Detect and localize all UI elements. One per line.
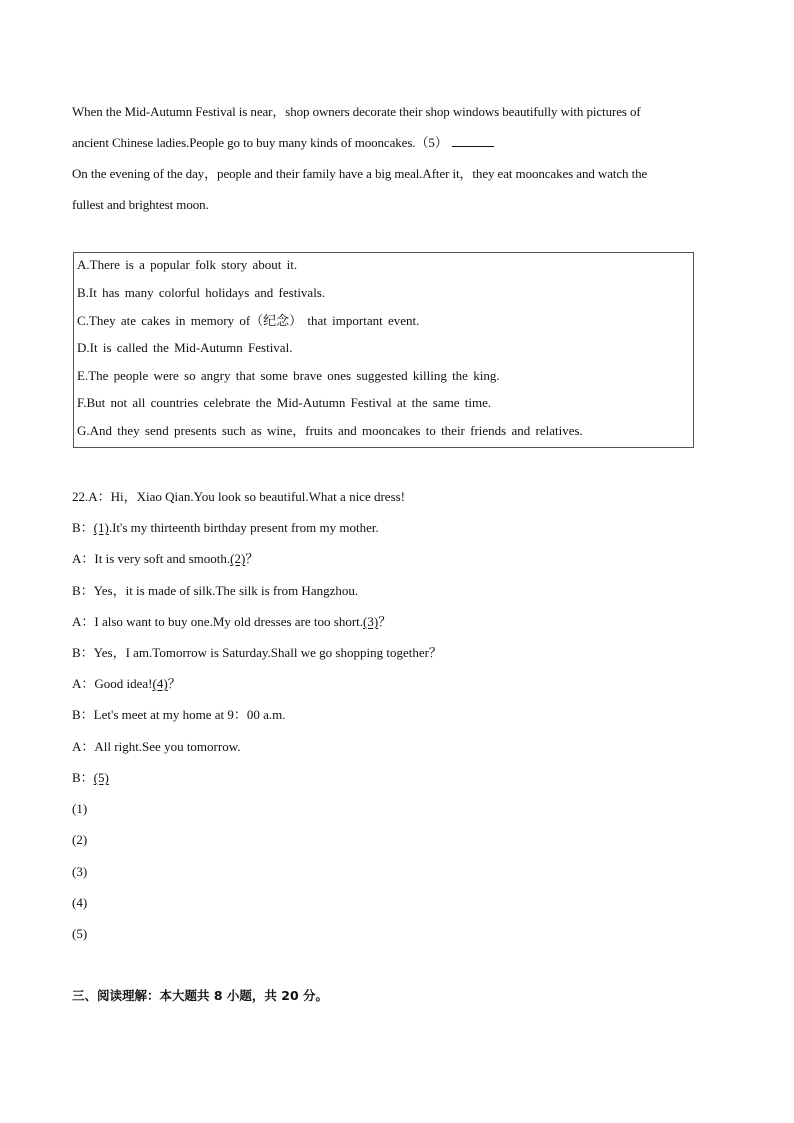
answer-blank-5[interactable]: [452, 136, 494, 147]
dialogue-line-b2: [72, 583, 358, 599]
answer-slot-2[interactable]: (2): [72, 832, 88, 847]
question-mark: ？: [378, 614, 392, 629]
blank-4[interactable]: (4): [152, 676, 168, 691]
dialogue-text: I also want to buy one.My old dresses are too short.: [94, 614, 364, 629]
option-f: F.But not all countries celebrate the Mid-Autumn Festival at the same time.: [77, 395, 492, 410]
passage-line-1: When the Mid-Autumn Festival is near，shop owners decorate their shop windows beautifully with pictures of: [72, 104, 641, 119]
option-a: A.There is a popular folk story about it.: [77, 257, 298, 272]
answer-slot-4[interactable]: (4): [72, 895, 88, 910]
dialogue-line-b5: [72, 770, 109, 786]
blank-3[interactable]: (3): [363, 614, 379, 629]
answer-slot-1[interactable]: (1): [72, 801, 88, 816]
question-mark: ？: [167, 676, 181, 691]
dialogue-text: All right.See you tomorrow.: [94, 739, 241, 754]
answer-slot-3[interactable]: (3): [72, 864, 88, 879]
dialogue-text: Yes，I am.Tomorrow is Saturday.Shall we go shopping together？: [93, 645, 442, 660]
dialogue-text: Good idea!: [94, 676, 153, 691]
answer-slot-5[interactable]: (5): [72, 926, 88, 941]
speaker-a: A：: [72, 614, 95, 629]
question-number: 22.: [72, 489, 89, 504]
passage-line-3: On the evening of the day，people and their family have a big meal.After it，they eat mooncakes and watch the: [72, 166, 648, 181]
blank-5[interactable]: (5): [93, 770, 109, 785]
passage-line-4: fullest and brightest moon.: [72, 197, 209, 212]
dialogue-line-b1: [72, 520, 379, 536]
dialogue-line-a5: [72, 739, 241, 755]
blank-1[interactable]: (1): [93, 520, 109, 535]
option-e: E.The people were so angry that some brave ones suggested killing the king.: [77, 368, 500, 383]
passage-line-2: [72, 135, 494, 151]
speaker-b: B：: [72, 583, 94, 598]
speaker-a: A：: [88, 489, 111, 504]
passage-line-2-text: ancient Chinese ladies.People go to buy many kinds of mooncakes.（5）: [72, 135, 448, 150]
speaker-b: B：: [72, 520, 94, 535]
speaker-a: A：: [72, 739, 95, 754]
question-mark: ？: [245, 551, 259, 566]
speaker-b: B：: [72, 770, 94, 785]
dialogue-line-b4: [72, 707, 286, 723]
dialogue-line-a4: [72, 676, 181, 692]
option-b: B.It has many colorful holidays and festivals.: [77, 285, 326, 300]
dialogue-line-b3: [72, 645, 442, 661]
option-c: C.They ate cakes in memory of（纪念） that important event.: [77, 313, 420, 328]
blank-2[interactable]: (2): [230, 551, 246, 566]
dialogue-line-a3: [72, 614, 391, 630]
option-g: G.And they send presents such as wine，fruits and mooncakes to their friends and relatives.: [77, 423, 583, 438]
dialogue-text: Yes，it is made of silk.The silk is from Hangzhou.: [93, 583, 359, 598]
options-box: [73, 252, 694, 448]
dialogue-text: Hi，Xiao Qian.You look so beautiful.What a nice dress!: [110, 489, 406, 504]
option-d: D.It is called the Mid-Autumn Festival.: [77, 340, 293, 355]
dialogue-text: It is very soft and smooth.: [94, 551, 231, 566]
speaker-a: A：: [72, 551, 95, 566]
question-22-line: [72, 489, 405, 505]
speaker-b: B：: [72, 645, 94, 660]
dialogue-text: Let's meet at my home at 9：00 a.m.: [93, 707, 286, 722]
speaker-a: A：: [72, 676, 95, 691]
speaker-b: B：: [72, 707, 94, 722]
section-heading: 三、阅读理解：本大题共 8 小题，共 20 分。: [72, 988, 329, 1003]
dialogue-text: .It's my thirteenth birthday present from my mother.: [108, 520, 379, 535]
dialogue-line-a2: [72, 551, 258, 567]
